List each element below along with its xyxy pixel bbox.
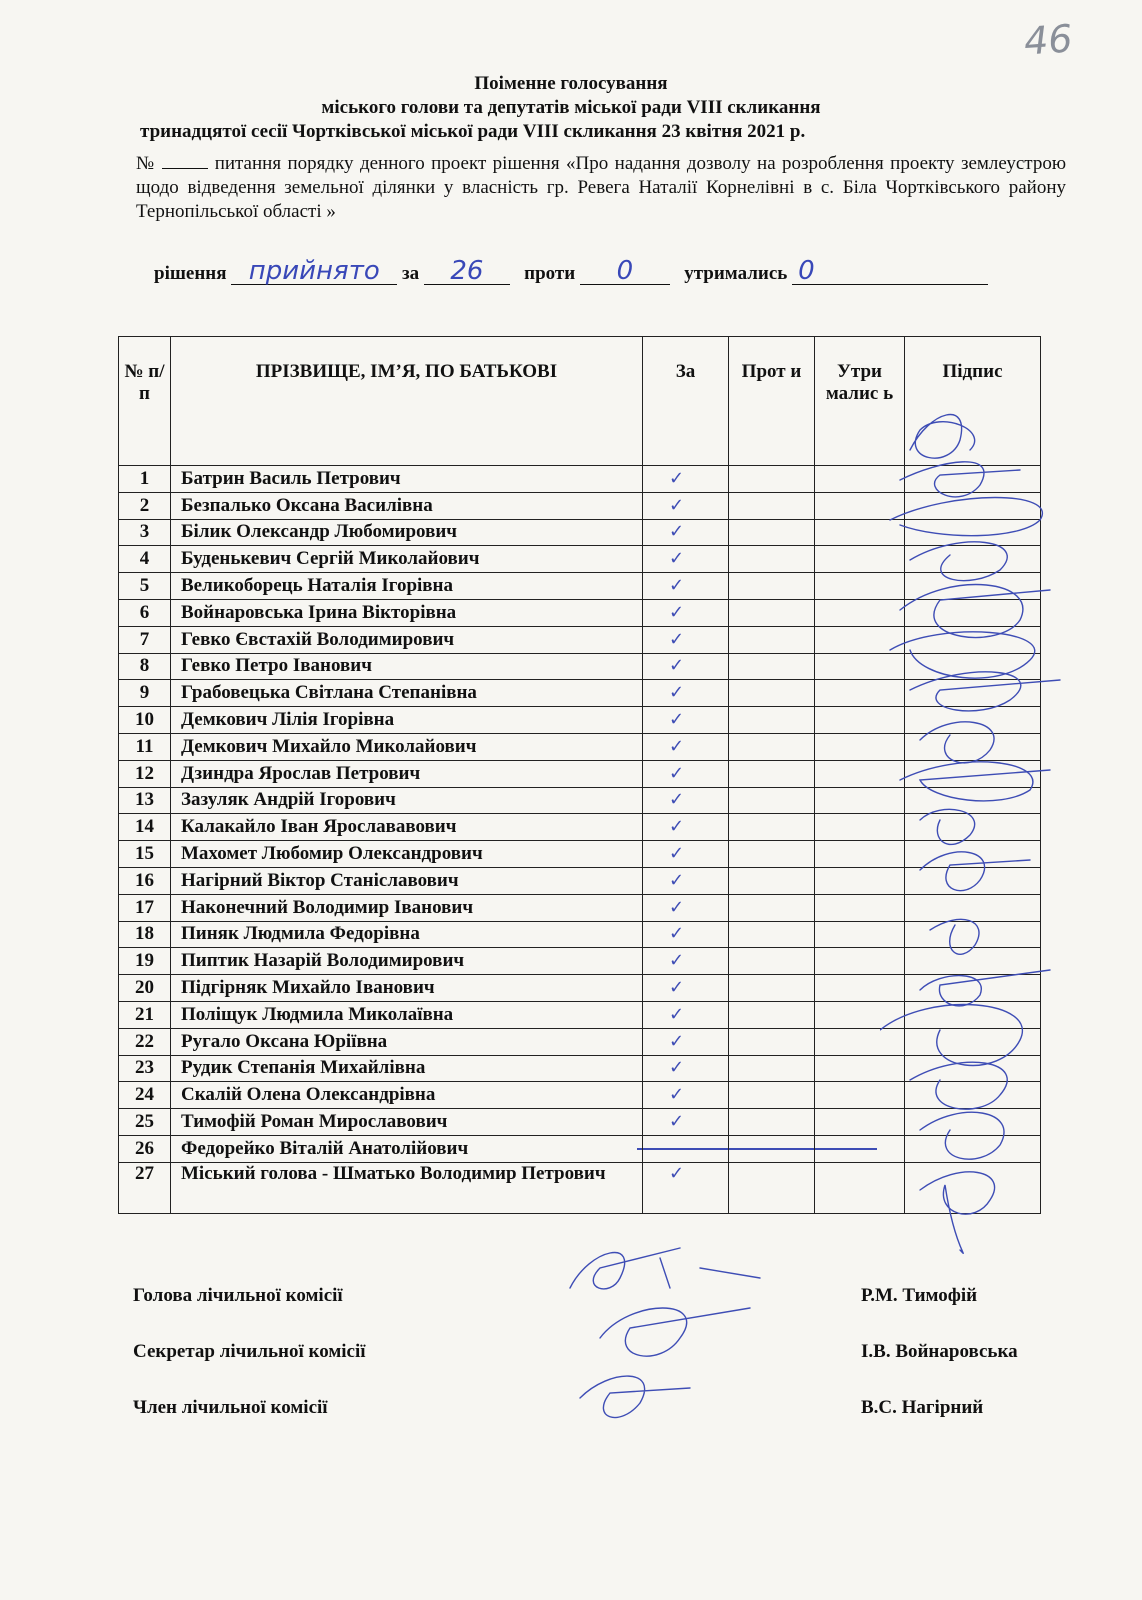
row-number: 27 — [119, 1162, 171, 1213]
deputy-name: Пиняк Людмила Федорівна — [171, 921, 643, 948]
vote-for-cell — [643, 1162, 729, 1213]
header-name: ПРІЗВИЩЕ, ІМ’Я, ПО БАТЬКОВІ — [171, 337, 643, 466]
deputy-name: Ругало Оксана Юріївна — [171, 1028, 643, 1055]
vote-for-cell — [643, 626, 729, 653]
checkmark-icon: ✓ — [669, 1162, 685, 1184]
deputy-name: Скалій Олена Олександрівна — [171, 1082, 643, 1109]
title-line-2: міського голови та депутатів міської ради VIII скликання — [321, 97, 821, 118]
deputy-name: Пиптик Назарій Володимирович — [171, 948, 643, 975]
checkmark-icon: ✓ — [669, 950, 685, 972]
signature-scribbles — [880, 390, 1070, 1260]
vote-against-cell — [729, 948, 815, 975]
abstain-label: утримались — [684, 263, 788, 284]
chair-role: Голова лічильної комісії — [133, 1285, 343, 1306]
header-number: № п/п — [119, 337, 171, 466]
abstain-value: 0 — [792, 258, 988, 285]
secretary-name: І.В. Войнаровська — [861, 1341, 1018, 1362]
row-number: 26 — [119, 1135, 171, 1162]
deputy-name: Демкович Лілія Ігорівна — [171, 707, 643, 734]
row-number: 9 — [119, 680, 171, 707]
deputy-name: Махомет Любомир Олександрович — [171, 841, 643, 868]
vote-for-cell — [643, 1028, 729, 1055]
row-number: 1 — [119, 466, 171, 493]
vote-for-cell — [643, 948, 729, 975]
row-number: 4 — [119, 546, 171, 573]
row-number: 23 — [119, 1055, 171, 1082]
against-value: 0 — [580, 258, 670, 285]
checkmark-icon: ✓ — [669, 682, 685, 704]
checkmark-icon: ✓ — [669, 977, 685, 999]
vote-against-cell — [729, 492, 815, 519]
vote-for-cell — [643, 921, 729, 948]
checkmark-icon: ✓ — [669, 735, 685, 757]
vote-for-cell — [643, 546, 729, 573]
checkmark-icon: ✓ — [669, 1111, 685, 1133]
vote-against-cell — [729, 1162, 815, 1213]
vote-against-cell — [729, 707, 815, 734]
vote-for-cell — [643, 787, 729, 814]
deputy-name: Гевко Петро Іванович — [171, 653, 643, 680]
row-number: 6 — [119, 599, 171, 626]
chair-name: Р.М. Тимофій — [861, 1285, 978, 1306]
vote-against-cell — [729, 1001, 815, 1028]
checkmark-icon: ✓ — [669, 521, 685, 543]
checkmark-icon: ✓ — [669, 709, 685, 731]
vote-against-cell — [729, 787, 815, 814]
row-number: 5 — [119, 573, 171, 600]
checkmark-icon: ✓ — [669, 1030, 685, 1052]
deputy-name: Великоборець Наталія Ігорівна — [171, 573, 643, 600]
vote-for-cell — [643, 573, 729, 600]
vote-for-cell — [643, 841, 729, 868]
deputy-name: Нагірний Віктор Станіславович — [171, 867, 643, 894]
deputy-name: Калакайло Іван Ярослававович — [171, 814, 643, 841]
question-number-blank — [162, 152, 208, 169]
deputy-name: Грабовецька Світлана Степанівна — [171, 680, 643, 707]
row-number: 16 — [119, 867, 171, 894]
checkmark-icon: ✓ — [669, 816, 685, 838]
vote-for-cell — [643, 466, 729, 493]
checkmark-icon: ✓ — [669, 548, 685, 570]
row-number: 13 — [119, 787, 171, 814]
deputy-name: Буденькевич Сергій Миколайович — [171, 546, 643, 573]
deputy-name: Гевко Євстахій Володимирович — [171, 626, 643, 653]
vote-against-cell — [729, 546, 815, 573]
vote-for-cell — [643, 492, 729, 519]
vote-against-cell — [729, 1135, 815, 1162]
title-line-1: Поіменне голосування — [474, 73, 668, 94]
row-number: 17 — [119, 894, 171, 921]
row-number: 15 — [119, 841, 171, 868]
deputy-name: Тимофій Роман Мирославович — [171, 1109, 643, 1136]
question-number-sign: № — [136, 153, 156, 174]
checkmark-icon: ✓ — [669, 628, 685, 650]
vote-for-cell — [643, 1055, 729, 1082]
checkmark-icon: ✓ — [669, 896, 685, 918]
checkmark-icon: ✓ — [669, 869, 685, 891]
row-number: 3 — [119, 519, 171, 546]
deputy-name: Зазуляк Андрій Ігорович — [171, 787, 643, 814]
checkmark-icon: ✓ — [669, 789, 685, 811]
checkmark-icon: ✓ — [669, 601, 685, 623]
page-number: 46 — [1022, 16, 1074, 64]
vote-against-cell — [729, 573, 815, 600]
document-header — [0, 72, 1142, 144]
vote-against-cell — [729, 626, 815, 653]
vote-against-cell — [729, 1109, 815, 1136]
vote-for-cell — [643, 1109, 729, 1136]
vote-against-cell — [729, 894, 815, 921]
deputy-name: Безпалько Оксана Василівна — [171, 492, 643, 519]
vote-against-cell — [729, 599, 815, 626]
deputy-name: Демкович Михайло Миколайович — [171, 733, 643, 760]
row-number: 10 — [119, 707, 171, 734]
decision-label: рішення — [154, 263, 227, 284]
checkmark-icon: ✓ — [669, 494, 685, 516]
row-number: 8 — [119, 653, 171, 680]
row-number: 14 — [119, 814, 171, 841]
vote-for-cell — [643, 519, 729, 546]
vote-against-cell — [729, 867, 815, 894]
secretary-role: Секретар лічильної комісії — [133, 1341, 366, 1362]
vote-against-cell — [729, 653, 815, 680]
row-number: 11 — [119, 733, 171, 760]
checkmark-icon: ✓ — [669, 923, 685, 945]
vote-against-cell — [729, 1055, 815, 1082]
vote-for-cell — [643, 707, 729, 734]
row-number: 2 — [119, 492, 171, 519]
vote-against-cell — [729, 733, 815, 760]
footer-row-chair — [133, 1285, 1053, 1341]
row-number: 7 — [119, 626, 171, 653]
vote-for-cell — [643, 680, 729, 707]
deputy-name: Войнаровська Ірина Вікторівна — [171, 599, 643, 626]
vote-for-cell — [643, 975, 729, 1002]
title-line-3: тринадцятої сесії Чортківської міської ради VIII скликання 23 квітня 2021 р. — [140, 121, 806, 142]
footer-row-secretary — [133, 1341, 1053, 1397]
deputy-name: Наконечний Володимир Іванович — [171, 894, 643, 921]
vote-for-cell — [643, 653, 729, 680]
vote-for-cell — [643, 1001, 729, 1028]
vote-against-cell — [729, 1028, 815, 1055]
checkmark-icon: ✓ — [669, 1057, 685, 1079]
for-label: за — [402, 263, 420, 284]
footer-row-member — [133, 1397, 1053, 1453]
vote-for-cell — [643, 1082, 729, 1109]
vote-against-cell — [729, 680, 815, 707]
vote-for-cell — [643, 894, 729, 921]
vote-against-cell — [729, 519, 815, 546]
checkmark-icon: ✓ — [669, 575, 685, 597]
member-name: В.С. Нагірний — [861, 1397, 984, 1418]
header-against: Прот и — [729, 337, 815, 466]
against-label: проти — [524, 263, 576, 284]
checkmark-icon: ✓ — [669, 1084, 685, 1106]
row-number: 24 — [119, 1082, 171, 1109]
deputy-name: Федорейко Віталій Анатолійович — [171, 1135, 643, 1162]
row-number: 20 — [119, 975, 171, 1002]
row-number: 25 — [119, 1109, 171, 1136]
header-for: За — [643, 337, 729, 466]
deputy-name: Рудик Степанія Михайлівна — [171, 1055, 643, 1082]
deputy-name: Міський голова - Шматько Володимир Петрович — [171, 1162, 643, 1213]
vote-for-cell — [643, 867, 729, 894]
checkmark-icon: ✓ — [669, 762, 685, 784]
agenda-question — [136, 152, 1066, 224]
commission-footer — [133, 1285, 1053, 1453]
decision-line — [154, 258, 1054, 285]
checkmark-icon: ✓ — [669, 655, 685, 677]
question-text: питання порядку денного проект рішення «Про надання дозволу на розроблення проекту землеустрою щодо відведення земельної ділянки у власність гр. Ревега Наталії Корнелівні в с. Біла Чортківського району Тернопільської області » — [136, 153, 1067, 222]
vote-against-cell — [729, 975, 815, 1002]
for-value: 26 — [424, 258, 510, 285]
deputy-name: Поліщук Людмила Миколаївна — [171, 1001, 643, 1028]
checkmark-icon: ✓ — [669, 843, 685, 865]
decision-value: прийнято — [231, 258, 397, 285]
deputy-name: Дзиндра Ярослав Петрович — [171, 760, 643, 787]
header-abstain: Утри малис ь — [815, 337, 905, 466]
vote-against-cell — [729, 841, 815, 868]
vote-against-cell — [729, 814, 815, 841]
row-number: 22 — [119, 1028, 171, 1055]
deputy-name: Білик Олександр Любомирович — [171, 519, 643, 546]
member-role: Член лічильної комісії — [133, 1397, 328, 1418]
checkmark-icon: ✓ — [669, 467, 685, 489]
header-signature: Підпис — [905, 337, 1041, 466]
deputy-name: Підгірняк Михайло Іванович — [171, 975, 643, 1002]
row-number: 19 — [119, 948, 171, 975]
vote-against-cell — [729, 921, 815, 948]
checkmark-icon: ✓ — [669, 1003, 685, 1025]
vote-for-cell — [643, 599, 729, 626]
vote-against-cell — [729, 1082, 815, 1109]
vote-for-cell — [643, 814, 729, 841]
deputy-name: Батрин Василь Петрович — [171, 466, 643, 493]
vote-for-cell — [643, 733, 729, 760]
row-number: 18 — [119, 921, 171, 948]
vote-for-cell — [643, 760, 729, 787]
row-number: 12 — [119, 760, 171, 787]
vote-for-cell — [643, 1135, 729, 1162]
row-number: 21 — [119, 1001, 171, 1028]
vote-against-cell — [729, 760, 815, 787]
vote-against-cell — [729, 466, 815, 493]
